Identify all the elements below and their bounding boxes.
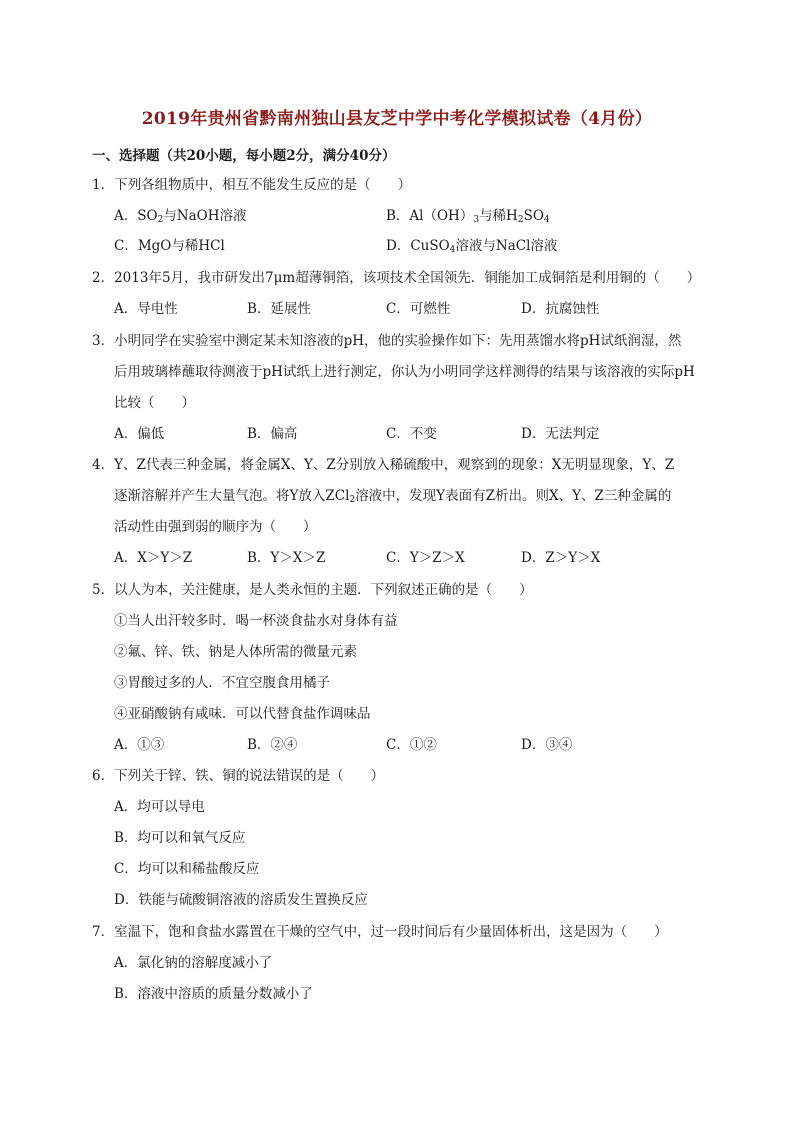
question-2-option-c: C．可燃性 bbox=[386, 301, 451, 317]
question-2-option-d: D．抗腐蚀性 bbox=[521, 301, 600, 317]
question-5-statement-3: ③胃酸过多的人．不宜空腹食用橘子 bbox=[114, 675, 330, 691]
question-6-option-d: D．铁能与硫酸铜溶液的溶质发生置换反应 bbox=[114, 892, 368, 908]
question-3-line-1: 3．小明同学在实验室中测定某未知溶液的pH，他的实验操作如下：先用蒸馏水将pH试纸润湿，然 bbox=[92, 333, 682, 349]
exam-title: 2019年贵州省黔南州独山县友芝中学中考化学模拟试卷（4月份） bbox=[141, 109, 653, 129]
question-3-option-c: C．不变 bbox=[386, 426, 437, 442]
question-1-stem: 1．下列各组物质中，相互不能发生反应的是（ ） bbox=[92, 177, 412, 193]
question-2-option-b: B．延展性 bbox=[247, 301, 311, 317]
question-3-option-b: B．偏高 bbox=[247, 426, 298, 442]
question-4-line-1: 4．Y、Z代表三种金属，将金属X、Y、Z分别放入稀硫酸中，观察到的现象：X无明显现象，Y、Z bbox=[92, 457, 675, 473]
question-3-option-d: D．无法判定 bbox=[521, 426, 600, 442]
question-1-option-b: B．$Al(OH)_3$与稀$H_2SO_4$ bbox=[386, 208, 550, 225]
question-7-stem: 7．室温下，饱和食盐水露置在干燥的空气中，过一段时间后有少量固体析出，这是因为（ ） bbox=[92, 924, 668, 940]
question-6-option-b: B．均可以和氧气反应 bbox=[114, 830, 246, 846]
question-1-option-d: D．CuSO$_4$溶液与NaCl溶液 bbox=[386, 238, 558, 255]
question-3-option-a: A．偏低 bbox=[114, 426, 165, 442]
question-5-option-d: D．③④ bbox=[521, 737, 573, 753]
question-4-line-2: 逐渐溶解并产生大量气泡。将Y放入ZCl$_2$溶液中，发现Y表面有Z析出。则X、Y、Z三种金属的 bbox=[114, 488, 672, 505]
question-2-option-a: A．导电性 bbox=[114, 301, 178, 317]
question-5-option-c: C．①② bbox=[386, 737, 437, 753]
question-2-stem: 2．2013年5月，我市研发出7μm超薄铜箔，该项技术全国领先．铜能加工成铜箔是利用铜的（ ） bbox=[92, 270, 701, 286]
question-5-option-b: B．②④ bbox=[247, 737, 298, 753]
question-5-statement-4: ④亚硝酸钠有咸味．可以代替食盐作调味品 bbox=[114, 706, 371, 722]
section-heading: 一、选择题（共20小题，每小题2分，满分40分） bbox=[92, 148, 396, 164]
question-6-stem: 6．下列关于锌、铁、铜的说法错误的是（ ） bbox=[92, 768, 385, 784]
question-1-option-a: A．$SO_2$与NaOH溶液 bbox=[114, 208, 247, 225]
question-7-option-b: B．溶液中溶质的质量分数减小了 bbox=[114, 986, 313, 1002]
question-4-option-a: A．X＞Y＞Z bbox=[114, 550, 193, 566]
question-5-stem: 5．以人为本，关注健康，是人类永恒的主题．下列叙述正确的是（ ） bbox=[92, 582, 533, 598]
question-4-option-c: C．Y＞Z＞X bbox=[386, 550, 465, 566]
question-7-option-a: A．氯化钠的溶解度减小了 bbox=[114, 955, 273, 971]
question-5-statement-1: ①当人出汗较多时．喝一杯淡食盐水对身体有益 bbox=[114, 613, 398, 629]
question-5-option-a: A．①③ bbox=[114, 737, 165, 753]
question-3-line-2: 后用玻璃棒蘸取待测液于pH试纸上进行测定，你认为小明同学这样测得的结果与该溶液的实际pH bbox=[114, 364, 695, 380]
question-1-option-c: C．MgO与稀HCl bbox=[114, 238, 225, 254]
question-3-line-3: 比较（ ） bbox=[114, 395, 195, 411]
question-6-option-c: C．均可以和稀盐酸反应 bbox=[114, 861, 260, 877]
question-4-line-3: 活动性由强到弱的顺序为（ ） bbox=[114, 519, 317, 535]
question-4-option-b: B．Y＞X＞Z bbox=[247, 550, 326, 566]
question-5-statement-2: ②氟、锌、铁、钠是人体所需的微量元素 bbox=[114, 644, 357, 660]
question-4-option-d: D．Z＞Y＞X bbox=[521, 550, 601, 566]
question-6-option-a: A．均可以导电 bbox=[114, 799, 205, 815]
